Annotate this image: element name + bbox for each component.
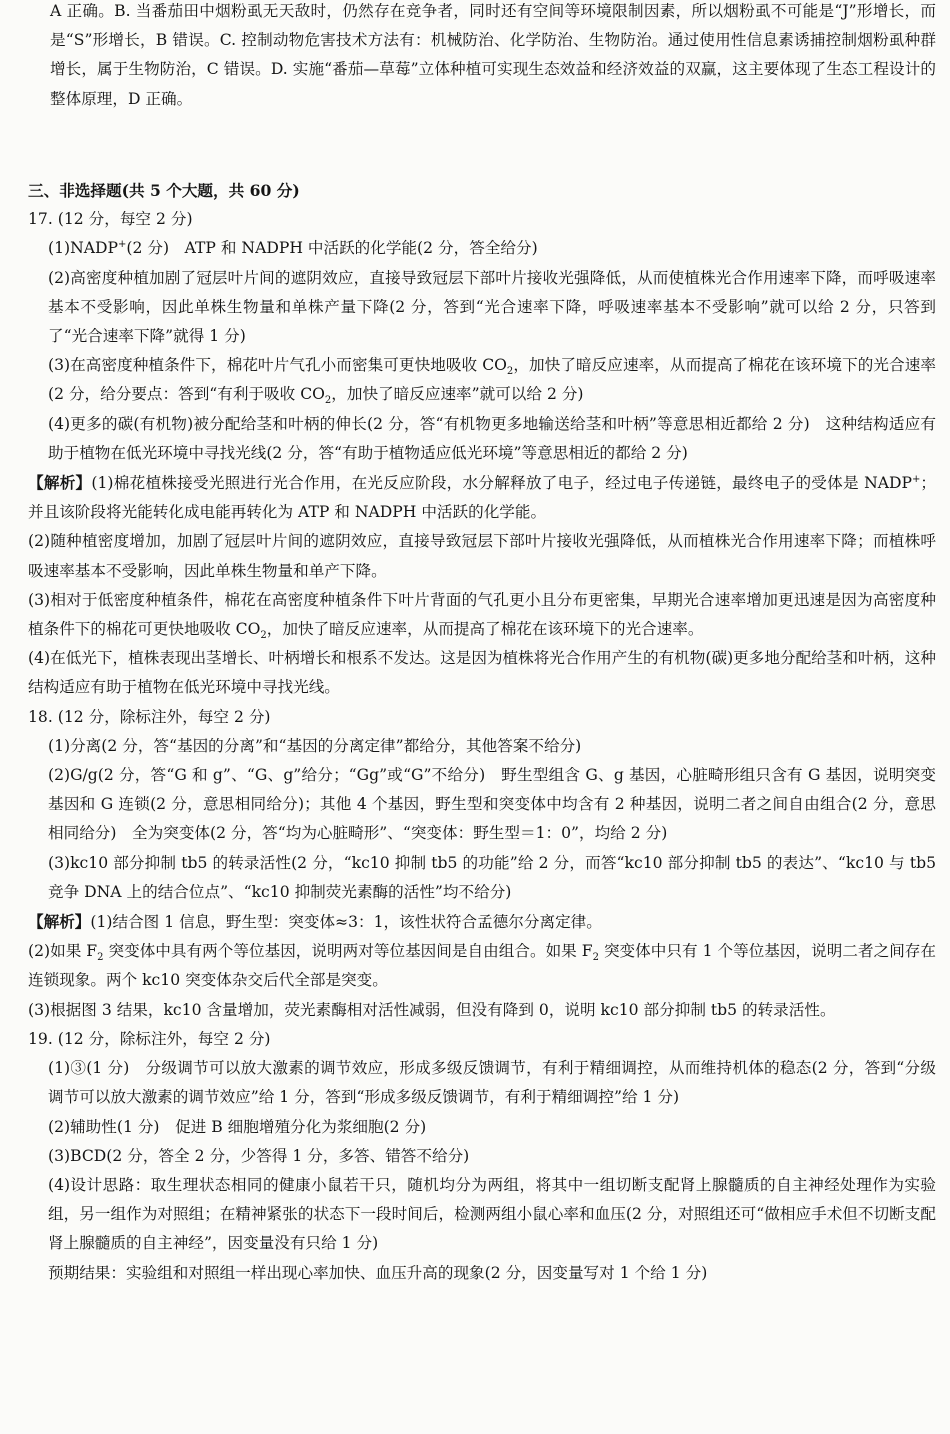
q17-answer-3: (3)在高密度种植条件下，棉花叶片气孔小而密集可更快地吸收 $CO_2$，加快了暗反应速率，从而提高了棉花在该环境下的光合速率(2 分，给分要点：答到“有利于吸收 $CO_2$，加快了暗反应速率”就可以给 2 分) — [48, 356, 936, 407]
q19-heading: 19. (12 分，除标注外，每空 2 分) — [28, 1029, 271, 1048]
q19-answer-2: (2)辅助性(1 分) 促进 B 细胞增殖分化为浆细胞(2 分) — [48, 1117, 427, 1136]
q17-analysis-4: (4)在低光下，植株表现出茎增长、叶柄增长和根系不发达。这是因为植株将光合作用产生的有机物(碳)更多地分配给茎和叶柄，这种结构适应有助于植物在低光环境中寻找光线。 — [28, 649, 936, 697]
q19-expected-result: 预期结果：实验组和对照组一样出现心率加快、血压升高的现象(2 分，因变量写对 1 个给 1 分) — [48, 1263, 708, 1282]
analysis-label: 【解析】 — [28, 473, 92, 493]
q19-answer-3: (3)BCD(2 分，答全 2 分，少答得 1 分，多答、错答不给分) — [48, 1146, 470, 1165]
q17-analysis-1: 【解析】(1)棉花植株接受光照进行光合作用，在光反应阶段，水分解释放了电子，经过电子传递链，最终电子的受体是 NADP+；并且该阶段将光能转化成电能再转化为 ATP 和 NADPH 中活跃的化学能。 — [28, 473, 936, 522]
q18-answer-2: (2)G/g(2 分，答“G 和 g”、“G、g”给分；“Gg”或“G”不给分) 野生型组含 G、g 基因，心脏畸形组只含有 G 基因，说明突变基因和 G 连锁(2 分，意思相同给分)；其他 4 个基因，野生型和突变体中均含有 2 种基因，说明二者之间自由组合(2 分，意思相同给分) 全为突变体(2 分，答“均为心脏畸形”、“突变体：野生型＝1：0”，均给 2 分) — [48, 766, 936, 843]
q17-analysis-3: (3)相对于低密度种植条件，棉花在高密度种植条件下叶片背面的气孔更小且分布更密集，早期光合速率增加更迅速是因为高密度种植条件下的棉花可更快地吸收 $CO_2$，加快了暗反应速率，从而提高了棉花在该环境下的光合速率。 — [28, 590, 936, 642]
q17-answer-4: (4)更多的碳(有机物)被分配给茎和叶柄的伸长(2 分，答“有机物更多地输送给茎和叶柄”等意思相近都给 2 分) 这种结构适应有助于植物在低光环境中寻找光线(2 分，答“有助于植物适应低光环境”等意思相近的都给 2 分) — [48, 414, 936, 462]
analysis-label: 【解析】 — [28, 912, 91, 932]
q18-answer-1: (1)分离(2 分，答“基因的分离”和“基因的分离定律”都给分，其他答案不给分) — [48, 736, 582, 755]
q18-answer-3: (3)kc10 部分抑制 tb5 的转录活性(2 分，“kc10 抑制 tb5 的功能”给 2 分，而答“kc10 部分抑制 tb5 的表达”、“kc10 与 tb5 竞争 DNA 上的结合位点”、“kc10 抑制荧光素酶的活性”均不给分) — [48, 853, 936, 901]
q19-answer-4: (4)设计思路：取生理状态相同的健康小鼠若干只，随机均分为两组，将其中一组切断支配肾上腺髓质的自主神经处理作为实验组，另一组作为对照组；在精神紧张的状态下一段时间后，检测两组小鼠心率和血压(2 分，对照组还可“做相应手术但不切断支配肾上腺髓质的自主神经”，因变量没有只给 1 分) — [48, 1175, 936, 1253]
q17-analysis-2: (2)随种植密度增加，加剧了冠层叶片间的遮阴效应，直接导致冠层下部叶片接收光强降低，从而植株光合作用速率下降；而植株呼吸速率基本不受影响，因此单株生物量和单产下降。 — [28, 532, 936, 580]
q17-answer-1: (1)NADP+(2 分) ATP 和 NADPH 中活跃的化学能(2 分，答全给分) — [48, 239, 538, 258]
q18-analysis-2: (2)如果 $F_2$ 突变体中具有两个等位基因，说明两对等位基因间是自由组合。如果 $F_2$ 突变体中只有 1 个等位基因，说明二者之间存在连锁现象。两个 kc10 突变体杂交后代全部是突变。 — [28, 942, 937, 990]
q17-heading: 17. (12 分，每空 2 分) — [28, 210, 193, 229]
q17-answer-2: (2)高密度种植加剧了冠层叶片间的遮阴效应，直接导致冠层下部叶片接收光强降低，从而使植株光合作用速率下降，而呼吸速率基本不受影响，因此单株生物量和单株产量下降(2 分，答到“光合速率下降，呼吸速率基本不受影响”就可以给 2 分，只答到了“光合速率下降”就得 1 分) — [48, 268, 936, 346]
q18-analysis-3: (3)根据图 3 结果，kc10 含量增加，荧光素酶相对活性减弱，但没有降到 0，说明 kc10 部分抑制 tb5 的转录活性。 — [28, 1000, 836, 1019]
q18-heading: 18. (12 分，除标注外，每空 2 分) — [28, 707, 271, 726]
previous-answer-tail: A 正确。B. 当番茄田中烟粉虱无天敌时，仍然存在竞争者，同时还有空间等环境限制因素，所以烟粉虱不可能是“J”形增长，而是“S”形增长，B 错误。C. 控制动物危害技术方法有：机械防治、化学防治、生物防治。通过使用性信息素诱捕控制烟粉虱种群增长，属于生物防治，C 错误。D. 实施“番茄—草莓”立体种植可实现生态效益和经济效益的双赢，这主要体现了生态工程设计的整体原理，D 正确。 — [50, 2, 936, 108]
section-title: 三、非选择题(共 5 个大题，共 60 分) — [28, 181, 300, 200]
q19-answer-1: (1)③(1 分) 分级调节可以放大激素的调节效应，形成多级反馈调节，有利于精细调控，从而维持机体的稳态(2 分，答到“分级调节可以放大激素的调节效应”给 1 分，答到“形成多级反馈调节，有利于精细调控”给 1 分) — [48, 1059, 936, 1107]
q18-analysis-1: 【解析】(1)结合图 1 信息，野生型：突变体≈3：1，该性状符合孟德尔分离定律。 — [28, 912, 602, 932]
